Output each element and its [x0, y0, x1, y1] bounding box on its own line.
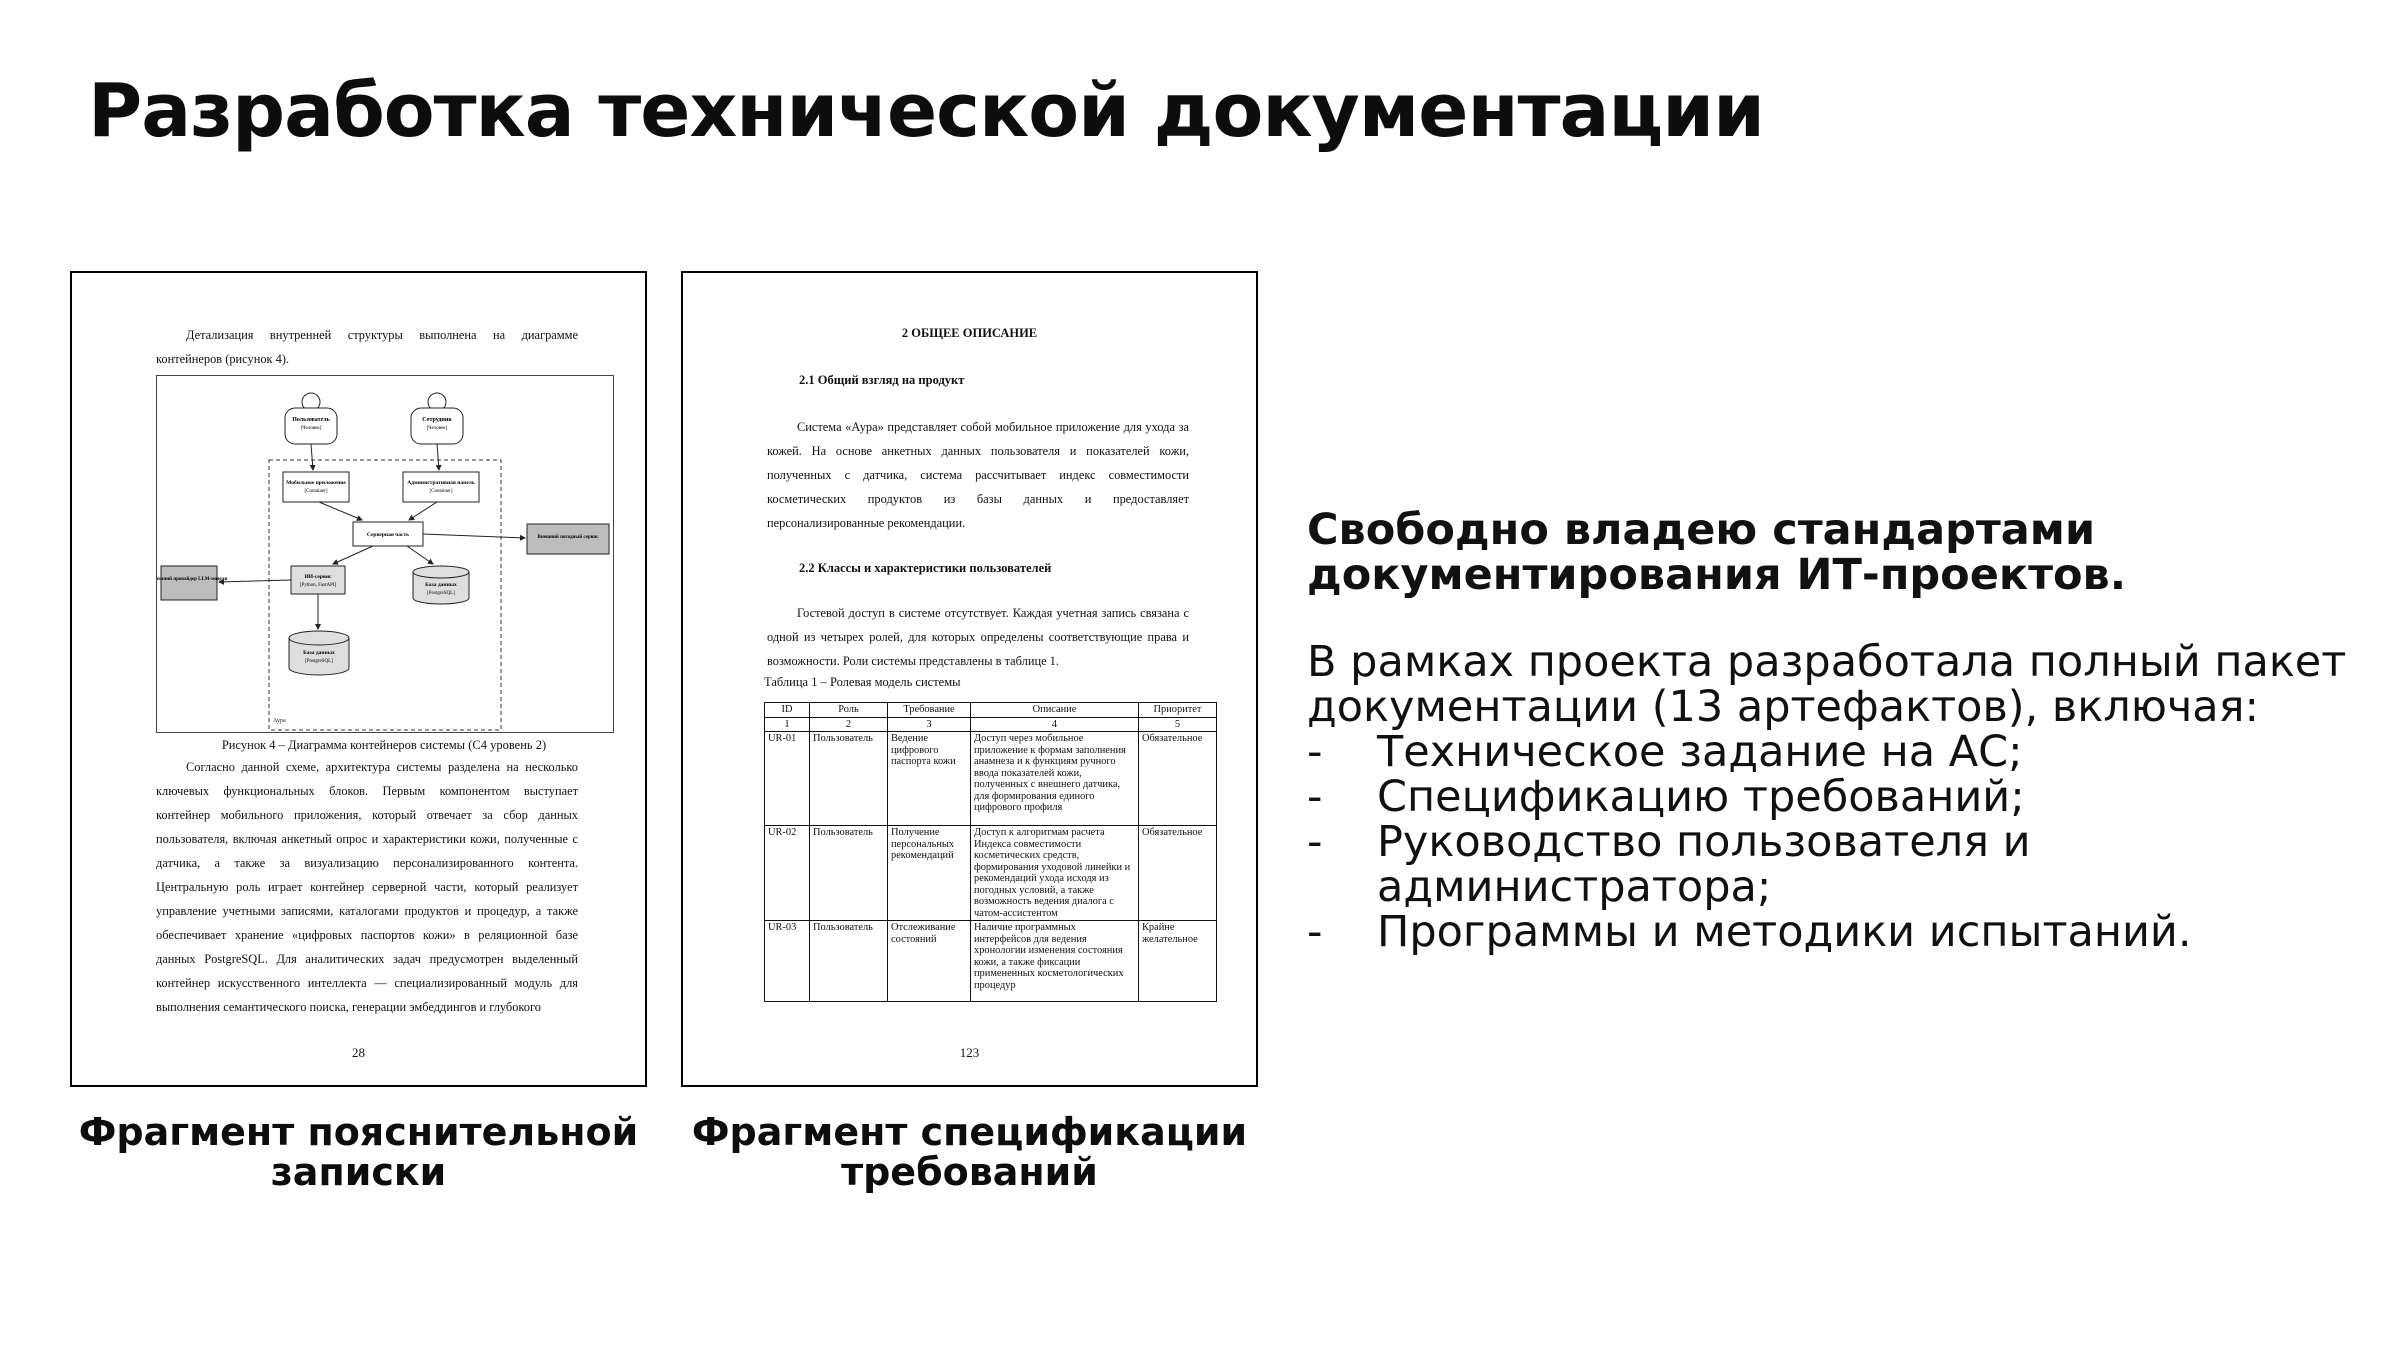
person-employee-type: [Человек] — [426, 426, 448, 431]
subsection-text-users: Гостевой доступ в системе отсутствует. Каждая учетная запись связана с одной из четырех ролей, для которых определены соответствующие права и возможности. Роли системы представлены в таблице 1. — [767, 606, 1189, 668]
boundary-label: Аура — [273, 718, 286, 724]
table-number-cell: 3 — [888, 717, 971, 732]
table-cell: Крайне желательное — [1139, 921, 1217, 1002]
db-vector-type: [PostgreSQL] — [305, 659, 333, 664]
admin-panel-type: [Container] — [429, 489, 453, 494]
container-diagram-svg — [157, 376, 613, 732]
role-model-table — [764, 702, 1217, 1002]
caption-requirements-spec: Фрагмент спецификации требований — [691, 1110, 1248, 1194]
ext-weather-label: Внешний погодный сервис — [537, 535, 599, 540]
table-cell: UR-01 — [765, 732, 810, 826]
table-header-cell: ID — [765, 703, 810, 718]
doc-intro-paragraph: Детализация внутренней структуры выполнена на диаграмме контейнеров (рисунок 4). — [156, 328, 578, 366]
table-cell: Наличие программных интерфейсов для ведения хронологии изменения состояния кожи, а также фиксации примененных косметологических процедур — [971, 921, 1139, 1002]
person-user-label: Пользователь — [292, 417, 330, 423]
section-heading: 2 ОБЩЕЕ ОПИСАНИЕ — [901, 326, 1038, 340]
table-cell: Отслеживание состояний — [888, 921, 971, 1002]
intro-statement: В рамках проекта разработала полный пакет документации (13 артефактов), включая: — [1307, 637, 2347, 732]
list-item-text: Программы и методики испытаний. — [1377, 907, 2192, 957]
subsection-title-product: 2.1 Общий взгляд на продукт — [799, 373, 965, 387]
bullet-dash: - — [1307, 817, 1323, 867]
mobile-app-label: Мобильное приложение — [286, 480, 346, 486]
table-header-row — [765, 703, 1217, 718]
container-ai-service — [291, 566, 345, 594]
ai-service-type: [Python, FastAPI] — [299, 583, 337, 588]
table-cell: Доступ к алгоритмам расчета Индекса совместимости косметических средств, формирования уходовой линейки и рекомендаций ухода исходя из погодных условий, а также возможность ведения диалога с чатом-ассистентом — [971, 826, 1139, 921]
table-row — [765, 921, 1217, 1002]
admin-panel-label: Административная панель — [407, 480, 475, 486]
subsection-title-users: 2.2 Классы и характеристики пользователей — [799, 561, 1052, 575]
person-employee — [411, 393, 463, 444]
table-cell: Обязательное — [1139, 826, 1217, 921]
database-vector — [289, 631, 349, 675]
bullet-dash: - — [1307, 907, 1323, 957]
description-panel — [1307, 505, 2387, 957]
table-number-cell: 2 — [810, 717, 888, 732]
doc-body-paragraph: Согласно данной схеме, архитектура системы разделена на несколько ключевых функциональных блоков. Первым компонентом выступает контейнер мобильного приложения, который отвечает за сбор данных пользователя, включая анкетный опрос и характеристики кожи, полученные с датчика, а также за визуализацию персонализированного контента. Центральную роль играет контейнер серверной части, который реализует управление учетными записями, каталогами продуктов и процедур, а также обеспечивает хранение «цифровых паспортов кожи» в реляционной базе данных PostgreSQL. Для аналитических задач предусмотрен выделенный контейнер искусственного интеллекта — специализированный модуль для выполнения семантического поиска, генерации эмбеддингов и глубокого — [156, 760, 578, 1014]
subsection-text-product: Система «Аура» представляет собой мобильное приложение для ухода за кожей. На основе анкетных данных пользователя и показателей кожи, полученных с датчика, система рассчитывает индекс совместимости косметических продуктов из базы данных и предоставляет персонализированные рекомендации. — [767, 420, 1189, 530]
ai-service-label: ИИ-сервис — [304, 574, 332, 580]
artifact-list — [1307, 727, 2387, 957]
table-cell: Пользователь — [810, 921, 888, 1002]
list-item-text: Руководство пользователя и администратора; — [1377, 817, 2031, 912]
list-item — [1307, 907, 2387, 957]
table-row — [765, 732, 1217, 826]
table-number-cell: 1 — [765, 717, 810, 732]
table-cell: UR-03 — [765, 921, 810, 1002]
list-item — [1307, 772, 2387, 822]
db-main-type: [PostgreSQL] — [427, 591, 455, 596]
bullet-dash: - — [1307, 772, 1323, 822]
db-vector-label: База данных — [303, 650, 335, 656]
table-cell: Доступ через мобильное приложение к формам заполнения анамнеза и к функциям ручного ввода показателей кожи, полученных с внешнего датчика, для формирования единого цифрового профиля — [971, 732, 1139, 826]
table-cell: Ведение цифрового паспорта кожи — [888, 732, 971, 826]
lead-statement: Свободно владею стандартами документирования ИТ-проектов. — [1307, 505, 2127, 600]
list-item-text: Техническое задание на АС; — [1377, 727, 2023, 777]
table-header-cell: Роль — [810, 703, 888, 718]
table-number-cell: 4 — [971, 717, 1139, 732]
person-employee-label: Сотрудник — [422, 417, 452, 423]
db-main-label: База данных — [425, 582, 457, 588]
figure-caption: Рисунок 4 – Диаграмма контейнеров системы (С4 уровень 2) — [221, 738, 547, 752]
database-main — [413, 566, 469, 604]
person-user — [285, 393, 337, 444]
table-header-cell: Требование — [888, 703, 971, 718]
page-number: 123 — [959, 1045, 980, 1060]
document-page-requirements-spec — [681, 271, 1258, 1087]
table-header-cell: Приоритет — [1139, 703, 1217, 718]
list-item — [1307, 817, 2387, 912]
table-cell: Пользователь — [810, 826, 888, 921]
container-diagram — [156, 375, 614, 733]
list-item-text: Спецификацию требований; — [1377, 772, 2025, 822]
table-cell: Пользователь — [810, 732, 888, 826]
external-weather-service — [527, 524, 609, 554]
table-row — [765, 826, 1217, 921]
list-item — [1307, 727, 2387, 777]
table-cell: Получение персональных рекомендаций — [888, 826, 971, 921]
table-number-row — [765, 717, 1217, 732]
slide-title: Разработка технической документации — [88, 68, 1764, 154]
container-backend — [353, 522, 423, 546]
page-number: 28 — [352, 1045, 365, 1060]
document-page-explanatory-note — [70, 271, 647, 1087]
backend-label: Серверная часть — [366, 532, 410, 538]
caption-explanatory-note: Фрагмент пояснительной записки — [78, 1110, 639, 1194]
person-user-type: [Человек] — [300, 426, 322, 431]
table-caption: Таблица 1 – Ролевая модель системы — [764, 675, 961, 689]
table-header-cell: Описание — [971, 703, 1139, 718]
container-admin-panel — [403, 472, 479, 502]
table-cell: UR-02 — [765, 826, 810, 921]
container-mobile-app — [283, 472, 349, 502]
table-number-cell: 5 — [1139, 717, 1217, 732]
mobile-app-type: [Container] — [304, 489, 328, 494]
bullet-dash: - — [1307, 727, 1323, 777]
external-llm-provider — [157, 566, 227, 600]
table-cell: Обязательное — [1139, 732, 1217, 826]
ext-llm-label: Внешний провайдер LLM-модели — [157, 577, 228, 582]
